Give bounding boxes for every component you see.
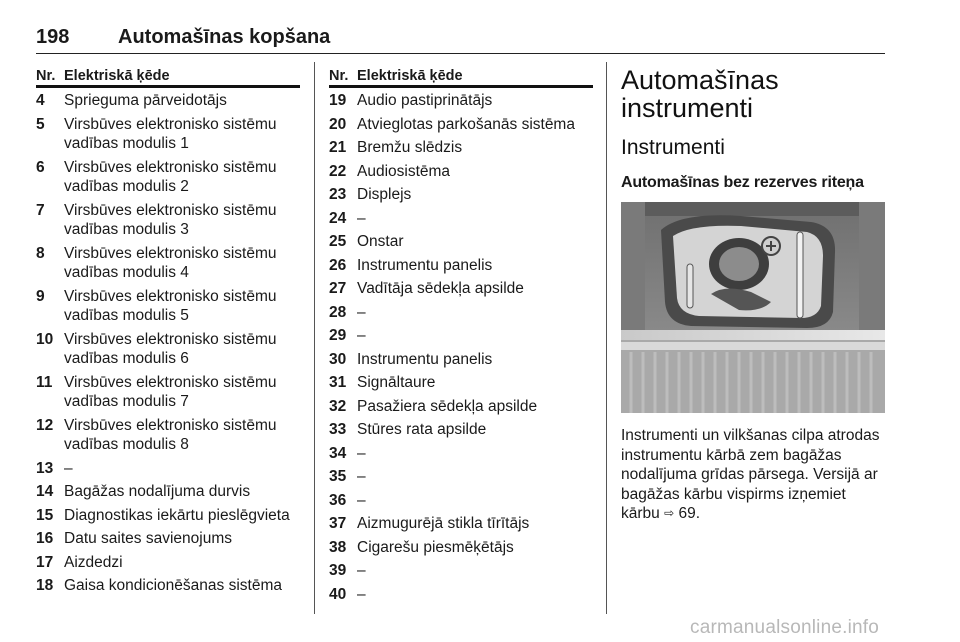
circuit-name: – — [357, 209, 366, 227]
table-body-left — [36, 88, 300, 597]
fuse-number: 19 — [329, 92, 347, 109]
watermark: carmanualsonline.info — [690, 617, 880, 638]
fuse-number: 28 — [329, 303, 347, 321]
table-row — [36, 503, 300, 527]
fuse-table-left — [36, 66, 300, 597]
table-row — [329, 511, 593, 535]
body-text: Instrumenti un vilkšanas cilpa atrodas instrumentu kārbā zem bagāžas nodalījuma grīdas pārsega. Versijā ar bagāžas kārbu vispirms izņemiet kārbu — [621, 427, 880, 522]
column-header-circuit: Elektriskā ķēde — [357, 68, 463, 84]
fuse-number: 25 — [329, 233, 347, 250]
circuit-name: Stūres rata apsilde — [357, 421, 487, 438]
circuit-name: Signāltaure — [357, 374, 436, 391]
table-row — [329, 488, 593, 512]
circuit-name: Audio pastiprinātājs — [357, 92, 493, 109]
table-row — [36, 526, 300, 550]
fuse-number: 17 — [36, 553, 54, 571]
table-row — [36, 155, 300, 198]
table-row — [329, 347, 593, 371]
tool-box-illustration — [621, 202, 885, 413]
circuit-name: – — [357, 585, 366, 603]
column-divider-1 — [314, 62, 315, 614]
fuse-number: 7 — [36, 201, 45, 219]
fuse-table-right — [329, 66, 593, 605]
fuse-number: 16 — [36, 530, 54, 547]
table-row — [329, 135, 593, 159]
fuse-number: 35 — [329, 468, 347, 485]
circuit-name: – — [357, 468, 366, 485]
circuit-name: Virsbūves elektronisko sistēmu vadības modulis 2 — [64, 158, 277, 195]
circuit-name: Virsbūves elektronisko sistēmu vadības modulis 4 — [64, 244, 277, 281]
table-row — [329, 417, 593, 441]
table-row — [36, 88, 300, 112]
fuse-number: 36 — [329, 491, 347, 509]
circuit-name: Virsbūves elektronisko sistēmu vadības modulis 1 — [64, 115, 277, 152]
fuse-number: 26 — [329, 256, 347, 274]
fuse-number: 24 — [329, 209, 347, 227]
table-row — [36, 456, 300, 480]
table-row — [329, 535, 593, 559]
table-row — [329, 394, 593, 418]
page-number: 198 — [36, 26, 70, 48]
fuse-number: 12 — [36, 416, 54, 434]
table-row — [329, 159, 593, 183]
fuse-number: 10 — [36, 330, 54, 348]
fuse-number: 22 — [329, 162, 347, 180]
circuit-name: Datu saites savienojums — [64, 530, 232, 547]
circuit-name: Aizdedzi — [64, 553, 123, 571]
table-row — [329, 558, 593, 582]
table-row — [36, 370, 300, 413]
fuse-number: 9 — [36, 287, 45, 305]
circuit-name: – — [357, 444, 366, 462]
fuse-number: 40 — [329, 585, 347, 603]
circuit-name: – — [357, 303, 366, 321]
arrow-right-icon: ⇨ — [664, 506, 675, 520]
fuse-number: 14 — [36, 483, 54, 500]
fuse-number: 20 — [329, 115, 347, 133]
table-row — [36, 479, 300, 503]
circuit-name: Audiosistēma — [357, 162, 451, 180]
fuse-number: 38 — [329, 538, 347, 556]
circuit-name: Virsbūves elektronisko sistēmu vadības modulis 6 — [64, 330, 277, 367]
table-body-right — [329, 88, 593, 605]
circuit-name: – — [357, 562, 366, 579]
table-row — [329, 206, 593, 230]
table-row — [329, 464, 593, 488]
table-row — [36, 550, 300, 574]
page-header — [36, 20, 885, 54]
column-header-nr: Nr. — [36, 68, 56, 84]
circuit-name: Virsbūves elektronisko sistēmu vadības modulis 3 — [64, 201, 277, 238]
table-row — [36, 241, 300, 284]
table-row — [329, 182, 593, 206]
circuit-name: Instrumentu panelis — [357, 256, 493, 274]
circuit-name: Virsbūves elektronisko sistēmu vadības modulis 8 — [64, 416, 277, 453]
table-row — [329, 441, 593, 465]
fuse-number: 34 — [329, 444, 347, 462]
table-row — [329, 112, 593, 136]
table-row — [329, 276, 593, 300]
fuse-number: 4 — [36, 92, 45, 109]
column-header-circuit: Elektriskā ķēde — [64, 68, 170, 84]
page-reference-link[interactable]: 69. — [678, 505, 701, 522]
section-subtitle: Instrumenti — [621, 136, 725, 159]
circuit-name: Gaisa kondicionēšanas sistēma — [64, 577, 282, 594]
table-row — [36, 413, 300, 456]
fuse-number: 5 — [36, 115, 45, 133]
table-row — [329, 582, 593, 606]
tool-box-photo — [621, 202, 885, 413]
circuit-name: – — [64, 459, 73, 477]
circuit-name: Aizmugurējā stikla tīrītājs — [357, 515, 530, 532]
table-header — [36, 66, 300, 88]
circuit-name: Displejs — [357, 186, 412, 203]
fuse-number: 21 — [329, 139, 347, 156]
fuse-number: 6 — [36, 158, 45, 176]
fuse-number: 27 — [329, 280, 347, 297]
fuse-number: 32 — [329, 397, 347, 415]
table-row — [329, 323, 593, 347]
table-header — [329, 66, 593, 88]
fuse-number: 8 — [36, 244, 45, 262]
fuse-number: 39 — [329, 562, 347, 579]
table-row — [36, 112, 300, 155]
fuse-number: 30 — [329, 350, 347, 368]
fuse-number: 37 — [329, 515, 347, 532]
circuit-name: Cigarešu piesmēķētājs — [357, 538, 514, 556]
circuit-name: Sprieguma pārveidotājs — [64, 92, 227, 109]
table-row — [329, 370, 593, 394]
circuit-name: Vadītāja sēdekļa apsilde — [357, 280, 524, 297]
fuse-number: 31 — [329, 374, 347, 391]
circuit-name: – — [357, 327, 366, 344]
table-row — [329, 300, 593, 324]
table-row — [36, 573, 300, 597]
fuse-number: 15 — [36, 506, 54, 524]
fuse-number: 13 — [36, 459, 54, 477]
circuit-name: Onstar — [357, 233, 404, 250]
fuse-number: 18 — [36, 577, 54, 594]
table-row — [36, 284, 300, 327]
fuse-number: 11 — [36, 373, 53, 391]
fuse-number: 33 — [329, 421, 347, 438]
fuse-number: 23 — [329, 186, 347, 203]
circuit-name: Virsbūves elektronisko sistēmu vadības modulis 7 — [64, 373, 277, 410]
column-header-nr: Nr. — [329, 68, 349, 84]
column-divider-2 — [606, 62, 607, 614]
page-title: Automašīnas kopšana — [118, 26, 331, 48]
table-row — [36, 198, 300, 241]
circuit-name: Bremžu slēdzis — [357, 139, 463, 156]
fuse-number: 29 — [329, 327, 347, 344]
section-subsubtitle: Automašīnas bez rezerves riteņa — [621, 174, 864, 191]
circuit-name: Instrumentu panelis — [357, 350, 493, 368]
circuit-name: Diagnostikas iekārtu pieslēgvieta — [64, 506, 290, 524]
table-row — [36, 327, 300, 370]
section-title: Automašīnas instrumenti — [621, 65, 779, 123]
circuit-name: – — [357, 491, 366, 509]
section-body — [621, 426, 887, 524]
circuit-name: Atvieglotas parkošanās sistēma — [357, 115, 575, 133]
table-row — [329, 229, 593, 253]
table-row — [329, 88, 593, 112]
table-row — [329, 253, 593, 277]
circuit-name: Bagāžas nodalījuma durvis — [64, 483, 251, 500]
circuit-name: Pasažiera sēdekļa apsilde — [357, 397, 538, 415]
tools-section — [621, 66, 889, 524]
circuit-name: Virsbūves elektronisko sistēmu vadības modulis 5 — [64, 287, 277, 324]
